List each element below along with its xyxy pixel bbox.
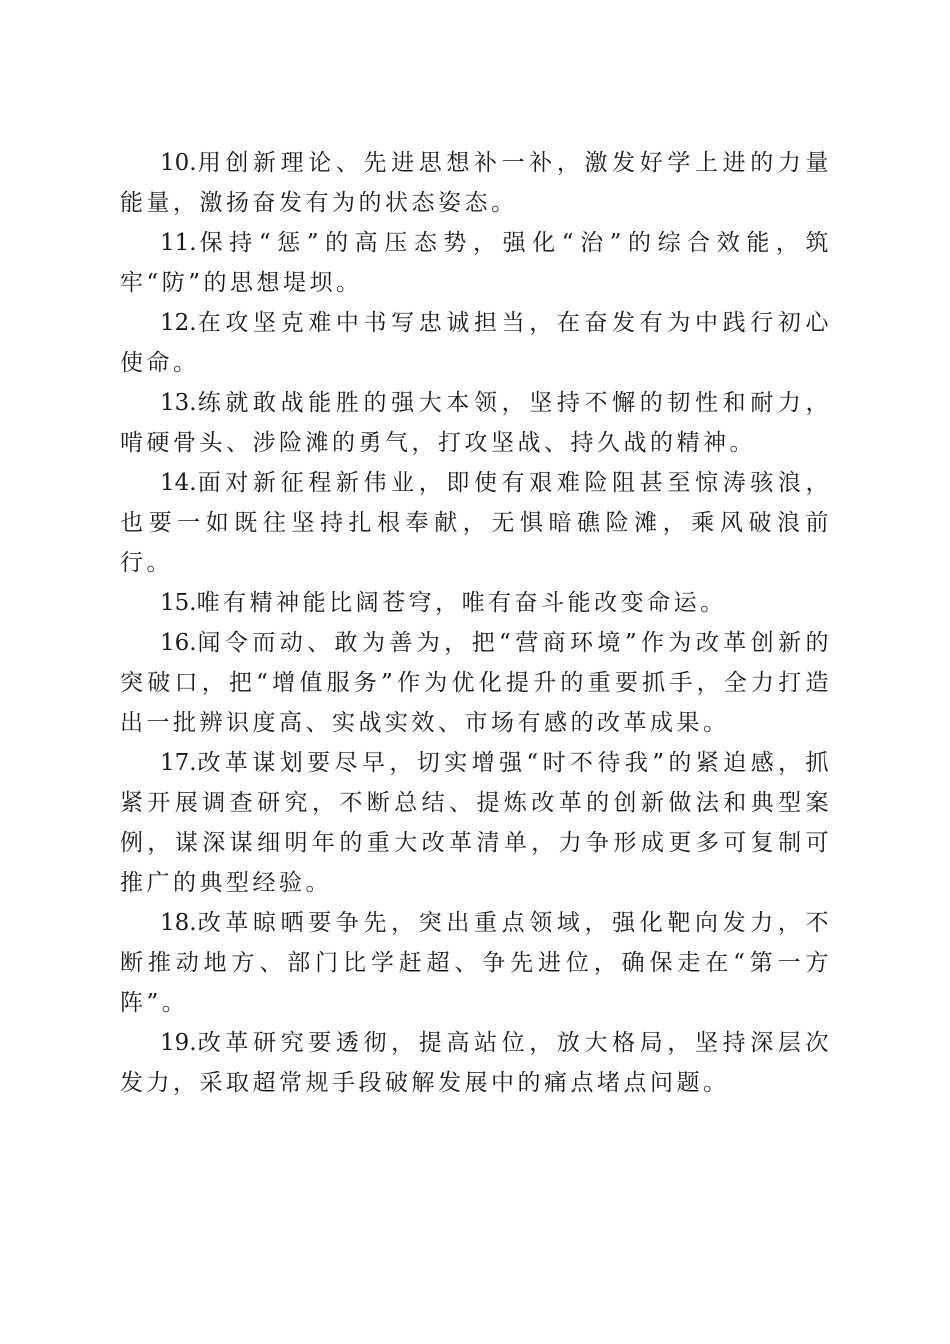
list-item	[120, 903, 832, 1023]
item-text: 唯有精神能比阔苍穹，唯有奋斗能改变命运。	[196, 590, 727, 616]
item-text: 保持“惩”的高压态势，强化“治”的综合效能，筑牢“防”的思想堤坝。	[120, 230, 832, 296]
list-item	[120, 1023, 832, 1103]
list-item	[120, 223, 832, 303]
item-number: 13.	[160, 390, 197, 416]
item-text: 改革晾晒要争先，突出重点领域，强化靶向发力，不断推动地方、部门比学赶超、争先进位，确保走在“第一方阵”。	[120, 910, 832, 1016]
item-number: 18.	[160, 910, 197, 936]
item-text: 面对新征程新伟业，即使有艰难险阻甚至惊涛骇浪，也要一如既往坚持扎根奉献，无惧暗礁险滩，乘风破浪前行。	[120, 470, 832, 576]
item-text: 用创新理论、先进思想补一补，激发好学上进的力量能量，激扬奋发有为的状态姿态。	[120, 150, 832, 216]
item-number: 19.	[160, 1030, 197, 1056]
document-body	[120, 143, 832, 1103]
list-item	[120, 303, 832, 383]
item-number: 10.	[160, 150, 197, 176]
item-text: 改革研究要透彻，提高站位，放大格局，坚持深层次发力，采取超常规手段破解发展中的痛点堵点问题。	[120, 1030, 832, 1096]
item-text: 闻令而动、敢为善为，把“营商环境”作为改革创新的突破口，把“增值服务”作为优化提升的重要抓手，全力打造出一批辨识度高、实战实效、市场有感的改革成果。	[120, 630, 832, 736]
list-item	[120, 383, 832, 463]
list-item	[120, 143, 832, 223]
list-item	[120, 583, 832, 623]
item-text: 练就敢战能胜的强大本领，坚持不懈的韧性和耐力，啃硬骨头、涉险滩的勇气，打攻坚战、持久战的精神。	[120, 390, 832, 456]
list-item	[120, 743, 832, 903]
item-number: 16.	[160, 630, 197, 656]
list-item	[120, 463, 832, 583]
item-text: 改革谋划要尽早，切实增强“时不待我”的紧迫感，抓紧开展调查研究，不断总结、提炼改革的创新做法和典型案例，谋深谋细明年的重大改革清单，力争形成更多可复制可推广的典型经验。	[120, 750, 832, 896]
item-number: 17.	[160, 750, 197, 776]
item-number: 12.	[160, 310, 197, 336]
item-text: 在攻坚克难中书写忠诚担当，在奋发有为中践行初心使命。	[120, 310, 832, 376]
item-number: 15.	[160, 590, 197, 616]
item-number: 14.	[160, 470, 197, 496]
list-item	[120, 623, 832, 743]
item-number: 11.	[160, 230, 197, 256]
